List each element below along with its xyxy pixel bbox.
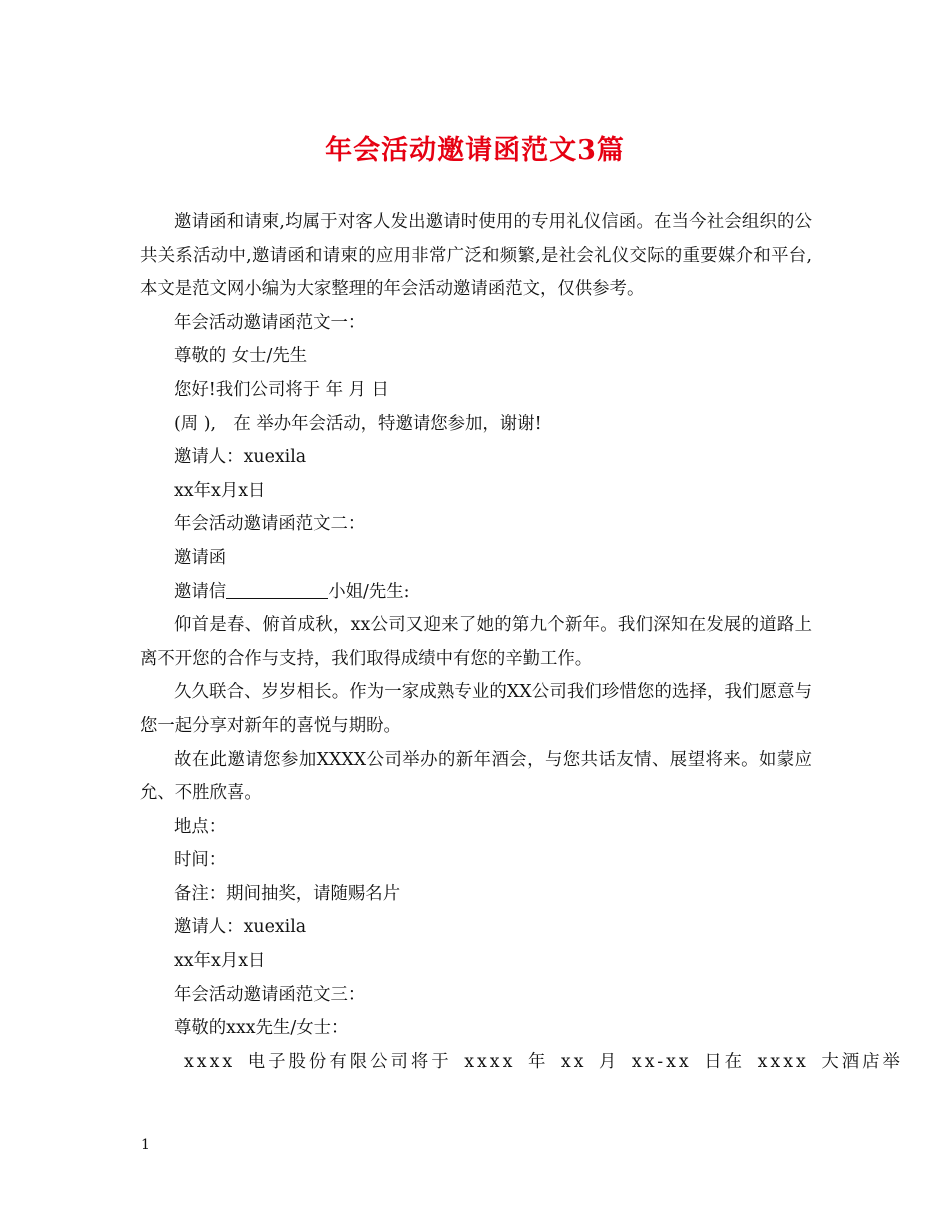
sample2-paragraph-3: 故在此邀请您参加XXXX公司举办的新年酒会，与您共话友情、展望将来。如蒙应允、不胜欣喜。 xyxy=(140,749,812,804)
sample2-date: xx年x月x日 xyxy=(174,951,266,972)
document-body xyxy=(140,206,903,1079)
sample3-salutation: 尊敬的xxx先生/女士： xyxy=(174,1018,349,1039)
sample2-label: 邀请函 xyxy=(174,547,227,568)
sample2-salutation-suffix: 小姐/先生: xyxy=(328,581,410,602)
intro-paragraph: 邀请函和请柬,均属于对客人发出邀请时使用的专用礼仪信函。在当今社会组织的公共关系活动中,邀请函和请柬的应用非常广泛和频繁,是社会礼仪交际的重要媒介和平台,本文是范文网小编为大家整理的年会活动邀请函范文，仅供参考。 xyxy=(140,212,812,300)
page-number: 1 xyxy=(141,1137,150,1153)
sample2-salutation-prefix: 邀请信 xyxy=(174,581,227,602)
sample2-paragraph-2: 久久联合、岁岁相长。作为一家成熟专业的XX公司我们珍惜您的选择，我们愿意与您一起分享对新年的喜悦与期盼。 xyxy=(140,682,812,736)
sample1-line1: 您好!我们公司将于 年 月 日 xyxy=(174,379,389,400)
sample2-place: 地点： xyxy=(174,816,227,837)
sample1-line2: (周 ), 在 举办年会活动，特邀请您参加，谢谢! xyxy=(174,413,542,434)
sample2-time: 时间： xyxy=(174,850,227,871)
sample2-paragraph-1: 仰首是春、俯首成秋，xx公司又迎来了她的第九个新年。我们深知在发展的道路上离不开您的合作与支持，我们取得成绩中有您的辛勤工作。 xyxy=(140,615,812,669)
sample3-paragraph-1-start: xxxx 电子股份有限公司将于 xxxx 年 xx 月 xx-xx 日在 xxxx 大酒店举 xyxy=(184,1051,903,1072)
sample2-inviter: 邀请人：xuexila xyxy=(174,917,307,938)
sample2-heading: 年会活动邀请函范文二： xyxy=(174,514,366,535)
sample1-salutation: 尊敬的 女士/先生 xyxy=(174,346,308,367)
sample3-heading: 年会活动邀请函范文三： xyxy=(174,984,366,1005)
document-title: 年会活动邀请函范文3篇 xyxy=(325,135,625,166)
sample2-salutation xyxy=(140,576,812,610)
sample1-inviter: 邀请人：xuexila xyxy=(174,447,307,468)
sample1-heading: 年会活动邀请函范文一： xyxy=(174,312,366,333)
name-blank-line xyxy=(226,580,328,599)
sample1-date: xx年x月x日 xyxy=(174,480,266,501)
sample2-note: 备注：期间抽奖，请随赐名片 xyxy=(174,883,401,904)
